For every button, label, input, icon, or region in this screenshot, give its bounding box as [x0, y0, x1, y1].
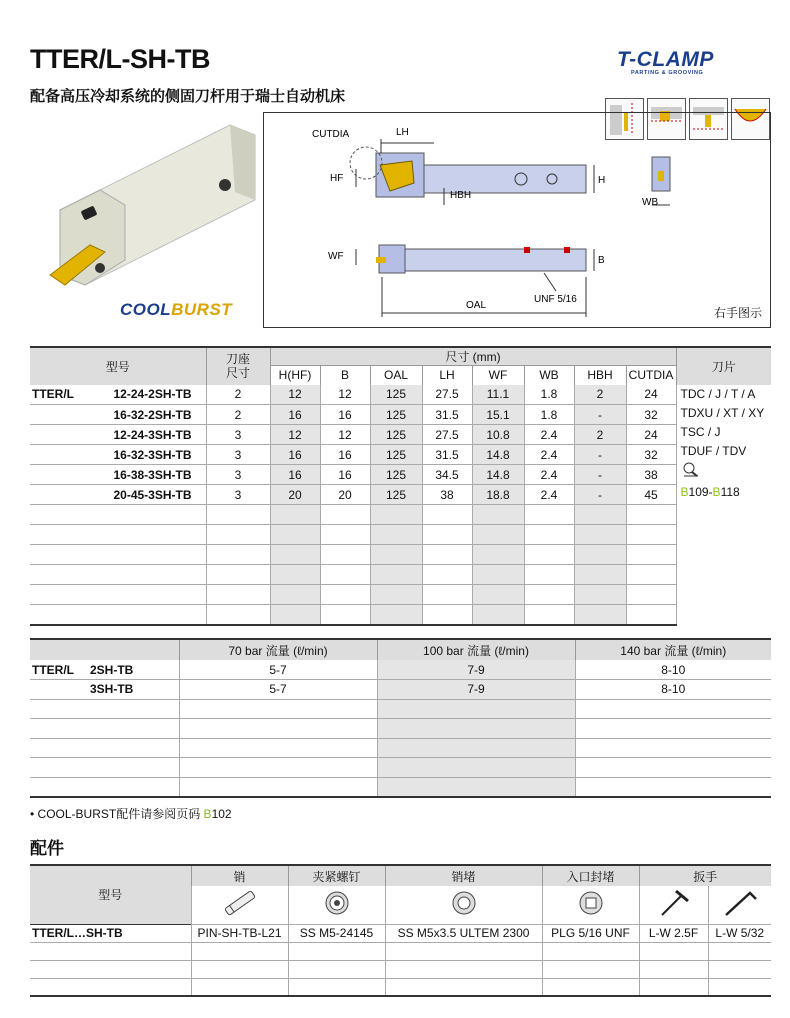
spec-dim-cell	[320, 565, 370, 585]
spec-dim-cell: 125	[370, 405, 422, 425]
spec-dim-cell	[574, 585, 626, 605]
spec-dim-cell	[574, 525, 626, 545]
parts-value-cell: L-W 5/32	[708, 924, 771, 942]
spec-dim-cell	[626, 545, 676, 565]
spec-dim-cell: 18.8	[472, 485, 524, 505]
spec-dim-cell	[422, 605, 472, 625]
spec-dim-cell	[626, 525, 676, 545]
parts-header-pin: 销	[191, 865, 288, 886]
parts-value-cell	[542, 978, 639, 996]
flow-value-cell	[179, 719, 377, 739]
spec-row	[30, 525, 771, 545]
page-title: TTER/L-SH-TB	[30, 44, 210, 74]
spec-dim-cell	[370, 565, 422, 585]
model-code: 12-24-2SH-TB	[113, 387, 192, 402]
spec-row	[30, 585, 771, 605]
header-dim: B	[320, 366, 370, 385]
spec-dim-cell: 2.4	[524, 465, 574, 485]
header-dim: HBH	[574, 366, 626, 385]
spec-row	[30, 445, 771, 465]
spec-dim-cell	[320, 545, 370, 565]
spec-dim-cell: 38	[626, 465, 676, 485]
inlet-plug-icon	[542, 886, 639, 924]
parts-value-cell: SS M5-24145	[288, 924, 385, 942]
spec-dim-cell	[472, 545, 524, 565]
parts-value-cell	[708, 960, 771, 978]
flow-value-cell: 5-7	[179, 660, 377, 680]
spec-dim-cell	[270, 565, 320, 585]
spec-dim-cell: 2.4	[524, 425, 574, 445]
parts-value-cell	[191, 960, 288, 978]
spec-dim-cell	[320, 585, 370, 605]
header-dim: WB	[524, 366, 574, 385]
spec-row	[30, 465, 771, 485]
label-h: H	[598, 175, 606, 186]
spec-dim-cell	[626, 605, 676, 625]
spec-dim-cell	[524, 585, 574, 605]
spec-dim-cell	[320, 505, 370, 525]
technical-drawing	[263, 112, 771, 328]
spec-model-cell	[30, 545, 206, 565]
parts-value-cell	[191, 978, 288, 996]
spec-dim-cell: 34.5	[422, 465, 472, 485]
spec-row	[30, 565, 771, 585]
spec-dim-cell: 125	[370, 425, 422, 445]
spec-dim-cell	[270, 525, 320, 545]
spec-dim-cell: 16	[270, 405, 320, 425]
header-insert: 刀片	[676, 347, 771, 385]
model-prefix: TTER/L	[32, 387, 74, 402]
coolburst-logo	[120, 300, 232, 320]
parts-value-cell: PLG 5/16 UNF	[542, 924, 639, 942]
parts-value-cell	[288, 942, 385, 960]
spec-model-cell	[30, 485, 206, 505]
flow-value-cell: 8-10	[575, 680, 771, 700]
spec-dim-cell	[524, 545, 574, 565]
spec-dim-cell	[320, 605, 370, 625]
parts-value-cell: L-W 2.5F	[639, 924, 708, 942]
spec-dim-cell: 2	[574, 385, 626, 405]
parts-value-cell	[639, 960, 708, 978]
spec-dim-cell	[270, 585, 320, 605]
flow-value-cell	[575, 719, 771, 739]
spec-dim-cell: 1.8	[524, 405, 574, 425]
spec-dim-cell	[574, 605, 626, 625]
spec-dim-cell: 2	[574, 425, 626, 445]
flow-model-code: 3SH-TB	[90, 682, 134, 697]
insert-item: TDUF / TDV	[680, 443, 747, 458]
model-code: 16-32-2SH-TB	[113, 407, 192, 422]
insert-item: TSC / J	[680, 424, 721, 439]
model-code: 12-24-3SH-TB	[113, 427, 192, 442]
parts-value-cell	[385, 942, 542, 960]
ref-number: 118	[720, 484, 740, 499]
spec-dim-cell: 11.1	[472, 385, 524, 405]
spec-model-cell	[30, 585, 206, 605]
spec-dim-cell: 16	[270, 445, 320, 465]
note-ref-number[interactable]: 102	[211, 807, 232, 821]
parts-header-inlet-plug: 入口封堵	[542, 865, 639, 886]
spec-dim-cell: 10.8	[472, 425, 524, 445]
spec-table	[30, 346, 771, 626]
parts-value-cell: SS M5x3.5 ULTEM 2300	[385, 924, 542, 942]
flow-value-cell	[575, 777, 771, 797]
spec-seat-cell: 3	[206, 445, 270, 465]
spec-dim-cell: 45	[626, 485, 676, 505]
spec-dim-cell: 2.4	[524, 445, 574, 465]
parts-model-cell	[30, 960, 191, 978]
spec-dim-cell	[472, 605, 524, 625]
spec-dim-cell: 16	[320, 465, 370, 485]
model-code: 20-45-3SH-TB	[113, 487, 192, 502]
spec-seat-cell	[206, 605, 270, 625]
flow-table	[30, 638, 771, 798]
spec-model-cell	[30, 385, 206, 405]
spec-dim-cell	[626, 565, 676, 585]
spec-dim-cell	[472, 585, 524, 605]
spec-model-cell	[30, 605, 206, 625]
flow-value-cell: 7-9	[377, 660, 575, 680]
parts-value-cell	[288, 978, 385, 996]
spec-dim-cell: 12	[320, 425, 370, 445]
parts-value-cell	[288, 960, 385, 978]
spec-dim-cell: 12	[270, 425, 320, 445]
hex-wrench-icon	[708, 886, 771, 924]
spec-seat-cell: 3	[206, 465, 270, 485]
flow-header-70bar: 70 bar 流量 (ℓ/min)	[179, 639, 377, 660]
spec-dim-cell: 14.8	[472, 445, 524, 465]
flow-row	[30, 738, 771, 758]
parts-table	[30, 864, 771, 997]
label-oal: OAL	[466, 300, 487, 311]
spec-dim-cell	[422, 565, 472, 585]
parts-header-clamp-screw: 夹紧螺钉	[288, 865, 385, 886]
spec-dim-cell	[422, 505, 472, 525]
spec-row	[30, 545, 771, 565]
flow-model-cell	[30, 758, 179, 778]
spec-dim-cell: 1.8	[524, 385, 574, 405]
brand-tagline: PARTING & GROOVING	[631, 70, 704, 76]
spec-seat-cell	[206, 525, 270, 545]
parts-header-plug: 销堵	[385, 865, 542, 886]
ref-letter: B	[712, 484, 721, 499]
spec-seat-cell: 3	[206, 485, 270, 505]
spec-dim-cell	[472, 505, 524, 525]
parts-row	[30, 960, 771, 978]
ref-number: 109-	[688, 484, 713, 499]
parts-model-cell: TTER/L…SH-TB	[30, 924, 191, 942]
flow-value-cell	[179, 738, 377, 758]
page-subtitle: 配备高压冷却系统的侧固刀杆用于瑞士自动机床	[30, 88, 346, 105]
spec-dim-cell: -	[574, 465, 626, 485]
flow-row	[30, 660, 771, 680]
spec-dim-cell	[574, 545, 626, 565]
header-dim: H(HF)	[270, 366, 320, 385]
spec-model-cell	[30, 505, 206, 525]
spec-dim-cell: -	[574, 445, 626, 465]
coolburst-part2: BURST	[171, 300, 233, 319]
spec-dim-cell	[472, 565, 524, 585]
spec-row	[30, 405, 771, 425]
pin-icon	[191, 886, 288, 924]
model-code: 16-38-3SH-TB	[113, 467, 192, 482]
note-text: • COOL-BURST配件请参阅页码	[30, 807, 204, 821]
label-lh: LH	[396, 127, 409, 138]
parts-value-cell	[191, 942, 288, 960]
label-unf: UNF 5/16	[534, 294, 577, 305]
spec-dim-cell	[524, 525, 574, 545]
flow-row	[30, 777, 771, 797]
parts-value-cell	[542, 960, 639, 978]
spec-dim-cell: 38	[422, 485, 472, 505]
spec-seat-cell: 3	[206, 425, 270, 445]
spec-dim-cell	[524, 565, 574, 585]
parts-model-cell	[30, 942, 191, 960]
spec-dim-cell	[524, 605, 574, 625]
parts-value-cell	[542, 942, 639, 960]
parts-value-cell	[708, 942, 771, 960]
spec-seat-cell	[206, 585, 270, 605]
flow-header-model	[30, 639, 179, 660]
flow-row	[30, 719, 771, 739]
magnifier-icon	[681, 461, 772, 483]
spec-dim-cell	[574, 505, 626, 525]
spec-dim-cell	[626, 585, 676, 605]
spec-row	[30, 605, 771, 625]
flow-model-cell	[30, 660, 179, 680]
flow-model-cell	[30, 719, 179, 739]
flow-model-code: 2SH-TB	[90, 662, 134, 677]
spec-dim-cell: 2.4	[524, 485, 574, 505]
spec-dim-cell: 27.5	[422, 385, 472, 405]
flow-value-cell: 7-9	[377, 680, 575, 700]
parts-row	[30, 942, 771, 960]
spec-dim-cell: 14.8	[472, 465, 524, 485]
spec-dim-cell	[370, 505, 422, 525]
spec-dim-cell: 20	[320, 485, 370, 505]
ref-letter: B	[680, 484, 689, 499]
flow-header-100bar: 100 bar 流量 (ℓ/min)	[377, 639, 575, 660]
flow-value-cell	[575, 738, 771, 758]
spec-dim-cell: 12	[320, 385, 370, 405]
label-wb: WB	[642, 197, 659, 208]
spec-dim-cell: 125	[370, 465, 422, 485]
flow-value-cell: 5-7	[179, 680, 377, 700]
parts-section-title: 配件	[30, 839, 64, 858]
parts-value-cell	[385, 978, 542, 996]
spec-seat-cell: 2	[206, 385, 270, 405]
tool-holder-image	[30, 120, 260, 295]
spec-row	[30, 425, 771, 445]
diagram-caption: 右手图示	[713, 306, 762, 320]
spec-dim-cell: 24	[626, 385, 676, 405]
label-cutdia: CUTDIA	[312, 129, 350, 140]
flow-value-cell	[179, 699, 377, 719]
spec-dim-cell	[320, 525, 370, 545]
t-clamp-logo	[617, 48, 772, 80]
spec-dim-cell	[422, 585, 472, 605]
header-dim: LH	[422, 366, 472, 385]
flow-value-cell: 8-10	[575, 660, 771, 680]
spec-dim-cell: 125	[370, 385, 422, 405]
coolburst-note	[30, 805, 232, 822]
spec-seat-cell: 2	[206, 405, 270, 425]
parts-model-cell	[30, 978, 191, 996]
parts-value-cell	[385, 960, 542, 978]
model-code: 16-32-3SH-TB	[113, 447, 192, 462]
spec-row	[30, 505, 771, 525]
parts-value-cell	[639, 942, 708, 960]
spec-model-cell	[30, 425, 206, 445]
spec-dim-cell	[524, 505, 574, 525]
spec-seat-cell	[206, 545, 270, 565]
spec-row	[30, 485, 771, 505]
spec-dim-cell: 27.5	[422, 425, 472, 445]
plug-icon	[385, 886, 542, 924]
spec-dim-cell: -	[574, 405, 626, 425]
header-dims: 尺寸 (mm)	[270, 347, 676, 366]
spec-dim-cell	[270, 605, 320, 625]
spec-model-cell	[30, 565, 206, 585]
insert-item: TDC / J / T / A	[680, 386, 756, 401]
spec-seat-cell	[206, 565, 270, 585]
spec-seat-cell	[206, 505, 270, 525]
spec-dim-cell: 125	[370, 485, 422, 505]
flow-model-cell	[30, 738, 179, 758]
spec-dim-cell: 125	[370, 445, 422, 465]
flow-header-140bar: 140 bar 流量 (ℓ/min)	[575, 639, 771, 660]
spec-dim-cell	[574, 565, 626, 585]
parts-row	[30, 924, 771, 942]
coolburst-part1: COOL	[120, 300, 172, 319]
flow-value-cell	[377, 699, 575, 719]
parts-header-wrench: 扳手	[639, 865, 771, 886]
label-wf: WF	[328, 251, 344, 262]
torx-wrench-icon	[639, 886, 708, 924]
spec-dim-cell: 16	[320, 405, 370, 425]
flow-value-cell	[377, 758, 575, 778]
flow-value-cell	[575, 699, 771, 719]
spec-dim-cell: 20	[270, 485, 320, 505]
spec-dim-cell: 15.1	[472, 405, 524, 425]
parts-value-cell	[639, 978, 708, 996]
spec-dim-cell: 24	[626, 425, 676, 445]
spec-dim-cell: 32	[626, 445, 676, 465]
spec-dim-cell	[626, 505, 676, 525]
flow-value-cell	[575, 758, 771, 778]
clamp-screw-icon	[288, 886, 385, 924]
parts-header-model: 型号	[30, 865, 191, 924]
flow-value-cell	[377, 738, 575, 758]
flow-value-cell	[179, 777, 377, 797]
header-dim: WF	[472, 366, 524, 385]
label-hf: HF	[330, 173, 344, 184]
spec-dim-cell	[370, 605, 422, 625]
insert-page-ref[interactable]	[681, 483, 772, 502]
label-hbh: HBH	[450, 190, 472, 201]
spec-dim-cell: 16	[320, 445, 370, 465]
parts-value-cell: PIN-SH-TB-L21	[191, 924, 288, 942]
spec-dim-cell: -	[574, 485, 626, 505]
flow-row	[30, 758, 771, 778]
insert-list	[676, 385, 771, 625]
note-ref-letter[interactable]: B	[203, 807, 212, 821]
header-model: 型号	[30, 347, 206, 385]
spec-dim-cell: 12	[270, 385, 320, 405]
spec-model-cell	[30, 525, 206, 545]
spec-model-cell	[30, 465, 206, 485]
brand-logo-text: T-CLAMP	[617, 48, 714, 71]
flow-model-prefix: TTER/L	[32, 662, 74, 677]
flow-value-cell	[179, 758, 377, 778]
spec-dim-cell: 16	[270, 465, 320, 485]
spec-dim-cell	[270, 505, 320, 525]
header-seat: 刀座 尺寸	[206, 347, 270, 385]
flow-row	[30, 699, 771, 719]
parts-value-cell	[708, 978, 771, 996]
spec-row	[30, 385, 771, 405]
spec-dim-cell: 31.5	[422, 445, 472, 465]
flow-value-cell	[377, 777, 575, 797]
spec-dim-cell	[370, 525, 422, 545]
flow-value-cell	[377, 719, 575, 739]
spec-model-cell	[30, 445, 206, 465]
spec-model-cell	[30, 405, 206, 425]
spec-dim-cell	[370, 585, 422, 605]
spec-dim-cell	[422, 525, 472, 545]
spec-dim-cell	[270, 545, 320, 565]
spec-dim-cell	[370, 545, 422, 565]
parts-row	[30, 978, 771, 996]
insert-item: TDXU / XT / XY	[680, 405, 765, 420]
spec-dim-cell: 32	[626, 405, 676, 425]
header-dim: CUTDIA	[626, 366, 676, 385]
spec-dim-cell	[422, 545, 472, 565]
header-dim: OAL	[370, 366, 422, 385]
flow-model-cell	[30, 680, 179, 700]
flow-model-cell	[30, 699, 179, 719]
flow-row	[30, 680, 771, 700]
label-b: B	[598, 255, 605, 266]
spec-dim-cell	[472, 525, 524, 545]
spec-dim-cell: 31.5	[422, 405, 472, 425]
flow-model-cell	[30, 777, 179, 797]
